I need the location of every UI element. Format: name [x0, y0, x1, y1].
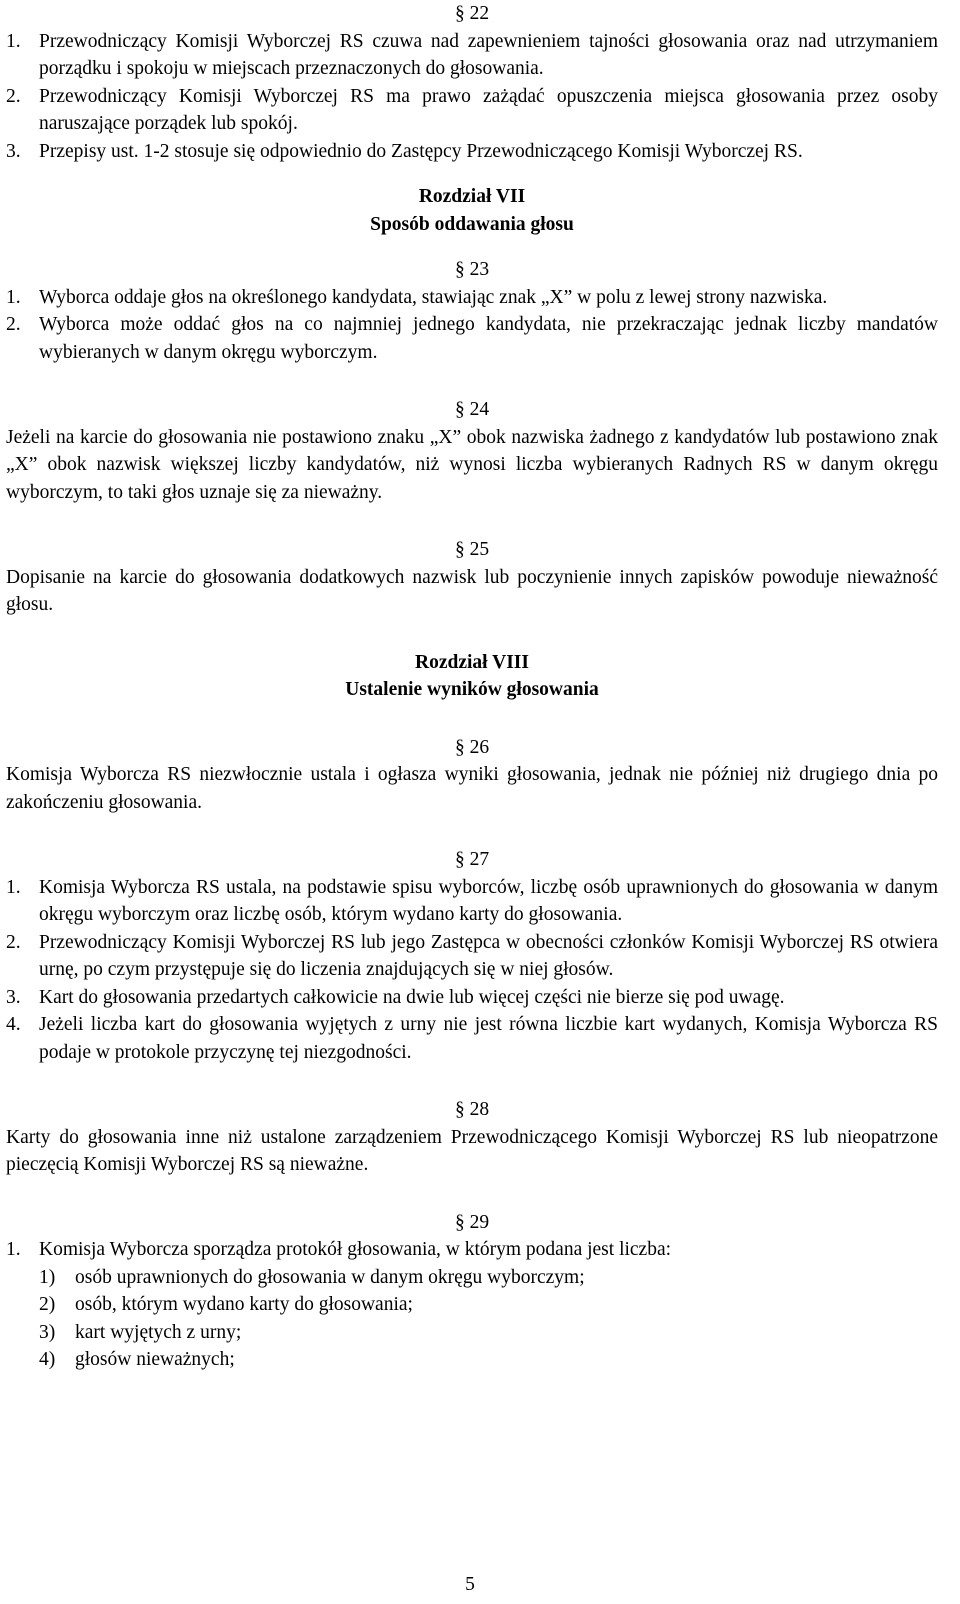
- item-number: 3.: [6, 140, 21, 162]
- sub-list-item: [6, 1319, 938, 1347]
- item-number: 1.: [6, 1239, 21, 1260]
- sub-item-text: kart wyjętych z urny;: [75, 1321, 242, 1343]
- section-heading-28: § 28: [454, 1099, 490, 1120]
- sub-item-text: głosów nieważnych;: [75, 1349, 235, 1370]
- sub-item-number: 2): [39, 1294, 56, 1315]
- section-heading-22: § 22: [454, 3, 490, 24]
- item-number: 1.: [6, 876, 21, 898]
- item-text: Kart do głosowania przedartych całkowicie na dwie lub więcej części nie bierze się pod uwagę.: [39, 986, 785, 1008]
- document-page: [6, 0, 938, 1374]
- sub-list-item: [6, 1291, 938, 1319]
- item-number: 2.: [6, 314, 21, 335]
- item-text: Przewodniczący Komisji Wyborczej RS ma prawo zażądać opuszczenia miejsca głosowania przez osoby naruszające porządek lub spokój.: [39, 85, 938, 134]
- chapter-subtitle-8: Ustalenie wyników głosowania: [345, 679, 599, 700]
- item-number: 1.: [6, 286, 21, 308]
- section-heading-29: § 29: [454, 1211, 490, 1233]
- sub-list-item: [6, 1264, 938, 1292]
- item-text: Komisja Wyborcza RS ustala, na podstawie spisu wyborców, liczbę osób uprawnionych do głosowania w danym okręgu wyborczym oraz liczbę osób, którym wydano karty do głosowania.: [39, 876, 938, 925]
- item-text: Przewodniczący Komisji Wyborczej RS lub jego Zastępca w obecności członków Komisji Wyborczej RS otwiera urnę, po czym przystępuje się do liczenia znajdujących się w niej głosów.: [39, 931, 938, 980]
- paragraph-text: Dopisanie na karcie do głosowania dodatkowych nazwisk lub poczynienie innych zapisków powoduje nieważność głosu.: [6, 566, 938, 615]
- list-item: [6, 929, 938, 984]
- paragraph-text: Jeżeli na karcie do głosowania nie postawiono znaku „X” obok nazwiska żadnego z kandydatów lub postawiono znak „X” obok nazwisk większej liczby kandydatów, niż wynosi liczba wybieranych Radnych RS w danym okręgu wyborczym, to taki głos uznaje się za nieważny.: [6, 426, 938, 503]
- section-heading-26: § 26: [454, 736, 490, 758]
- sub-item-text: osób, którym wydano karty do głosowania;: [75, 1294, 413, 1315]
- item-text: Komisja Wyborcza sporządza protokół głosowania, w którym podana jest liczba:: [39, 1239, 672, 1260]
- item-number: 4.: [6, 1014, 21, 1035]
- chapter-title-8: Rozdział VIII: [415, 651, 529, 673]
- list-item: [6, 28, 938, 83]
- list-item: [6, 284, 938, 312]
- section-heading-27: § 27: [454, 849, 490, 870]
- section-heading-23: § 23: [454, 259, 490, 280]
- list-item: [6, 1236, 938, 1264]
- page-number: 5: [465, 1574, 475, 1595]
- item-number: 2.: [6, 931, 21, 953]
- list-item: [6, 83, 938, 138]
- sub-item-text: osób uprawnionych do głosowania w danym okręgu wyborczym;: [75, 1266, 585, 1288]
- sub-item-number: 4): [39, 1349, 56, 1370]
- list-item: [6, 138, 938, 166]
- section-heading-25: § 25: [454, 539, 490, 560]
- item-number: 2.: [6, 85, 21, 107]
- paragraph-text: Komisja Wyborcza RS niezwłocznie ustala i ogłasza wyniki głosowania, jednak nie później niż drugiego dnia po zakończeniu głosowania.: [6, 764, 938, 813]
- item-number: 1.: [6, 30, 21, 52]
- item-number: 3.: [6, 986, 21, 1008]
- section-heading-24: § 24: [454, 399, 490, 420]
- paragraph-text: Karty do głosowania inne niż ustalone zarządzeniem Przewodniczącego Komisji Wyborczej RS lub nieopatrzone pieczęcią Komisji Wyborczej RS są nieważne.: [6, 1126, 938, 1175]
- chapter-subtitle-7: Sposób oddawania głosu: [370, 213, 574, 235]
- list-item: [6, 874, 938, 929]
- item-text: Jeżeli liczba kart do głosowania wyjętych z urny nie jest równa liczbie kart wydanych, Komisja Wyborcza RS podaje w protokole przyczynę tej niezgodności.: [39, 1014, 938, 1063]
- sub-list-item: [6, 1346, 938, 1374]
- item-text: Przewodniczący Komisji Wyborczej RS czuwa nad zapewnieniem tajności głosowania oraz nad utrzymaniem porządku i spokoju w miejscach przeznaczonych do głosowania.: [39, 30, 938, 79]
- item-text: Wyborca może oddać głos na co najmniej jednego kandydata, nie przekraczając jednak liczby mandatów wybieranych w danym okręgu wyborczym.: [39, 314, 938, 363]
- list-item: [6, 311, 938, 366]
- list-item: [6, 984, 938, 1012]
- item-text: Przepisy ust. 1-2 stosuje się odpowiednio do Zastępcy Przewodniczącego Komisji Wyborczej RS.: [39, 140, 803, 162]
- list-item: [6, 1011, 938, 1066]
- chapter-title-7: Rozdział VII: [418, 186, 526, 207]
- sub-item-number: 3): [39, 1321, 56, 1343]
- sub-item-number: 1): [39, 1266, 56, 1288]
- item-text: Wyborca oddaje głos na określonego kandydata, stawiając znak „X” w polu z lewej strony nazwiska.: [39, 286, 828, 308]
